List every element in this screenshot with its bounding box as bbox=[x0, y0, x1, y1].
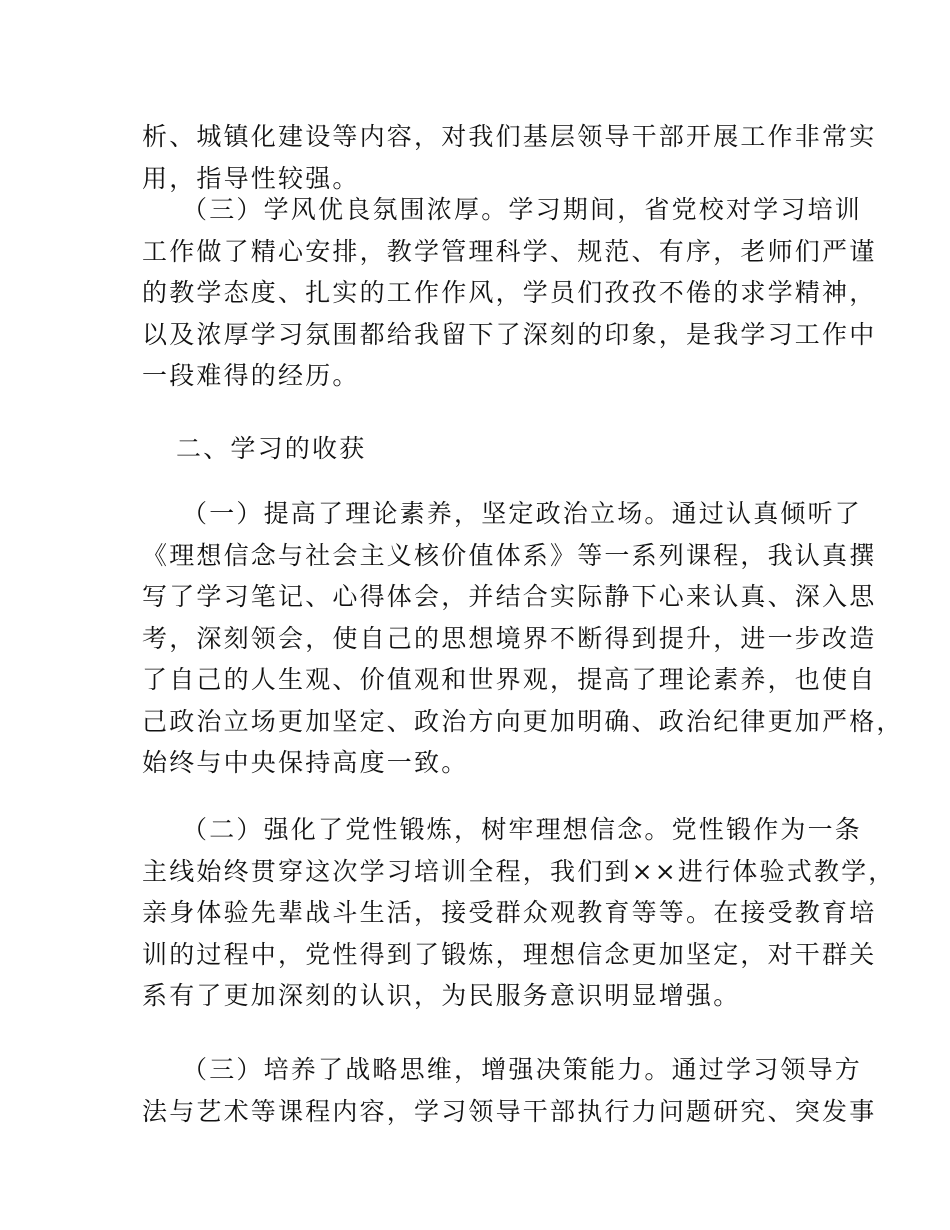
text-line: 始终与中央保持高度一致。 bbox=[142, 748, 469, 777]
section-heading bbox=[142, 428, 822, 470]
text-line: 的教学态度、扎实的工作作风，学员们孜孜不倦的求学精神， bbox=[142, 278, 877, 307]
text-line: 己政治立场更加坚定、政治方向更加明确、政治纪律更加严格， bbox=[142, 706, 904, 736]
text-line: （三）培养了战略思维，增强决策能力。通过学习领导方 bbox=[182, 1055, 863, 1084]
text-line: （一）提高了理论素养，坚定政治立场。通过认真倾听了 bbox=[182, 499, 863, 528]
text-line: （二）强化了党性锻炼，树牢理想信念。党性锻作为一条 bbox=[182, 815, 863, 844]
paragraph-continuation bbox=[142, 116, 877, 199]
text-line: 训的过程中，党性得到了锻炼，理想信念更加坚定，对干群关 bbox=[142, 939, 877, 969]
text-line: 一段难得的经历。 bbox=[142, 361, 360, 390]
paragraph-study-atmosphere bbox=[142, 189, 877, 397]
text-line: 系有了更加深刻的认识，为民服务意识明显增强。 bbox=[142, 981, 741, 1010]
text-line: 考，深刻领会，使自己的思想境界不断得到提升，进一步改造 bbox=[142, 623, 877, 653]
text-line: 析、城镇化建设等内容，对我们基层领导干部开展工作非常实 bbox=[142, 122, 877, 151]
text-line: 亲身体验先辈战斗生活，接受群众观教育等等。在接受教育培 bbox=[142, 898, 877, 927]
paragraph-strategic-thinking bbox=[142, 1049, 877, 1132]
paragraph-theory bbox=[142, 493, 904, 784]
text-line: 写了学习笔记、心得体会，并结合实际静下心来认真、深入思 bbox=[142, 582, 877, 611]
text-line: 主线始终贯穿这次学习培训全程，我们到××进行体验式教学， bbox=[142, 856, 896, 886]
text-line: 工作做了精心安排，教学管理科学、规范、有序，老师们严谨 bbox=[142, 236, 877, 266]
text-line: （三）学风优良氛围浓厚。学习期间，省党校对学习培训 bbox=[182, 195, 863, 224]
text-line: 以及浓厚学习氛围都给我留下了深刻的印象，是我学习工作中 bbox=[142, 319, 877, 349]
text-line: 法与艺术等课程内容，学习领导干部执行力问题研究、突发事 bbox=[142, 1096, 877, 1126]
heading-line: 二、学习的收获 bbox=[176, 434, 367, 463]
paragraph-party-spirit bbox=[142, 809, 896, 1017]
text-line: 《理想信念与社会主义核价值体系》等一系列课程，我认真撰 bbox=[142, 540, 877, 570]
text-line: 了自己的人生观、价值观和世界观，提高了理论素养，也使自 bbox=[142, 665, 877, 694]
text-line: 用，指导性较强。 bbox=[142, 163, 360, 193]
